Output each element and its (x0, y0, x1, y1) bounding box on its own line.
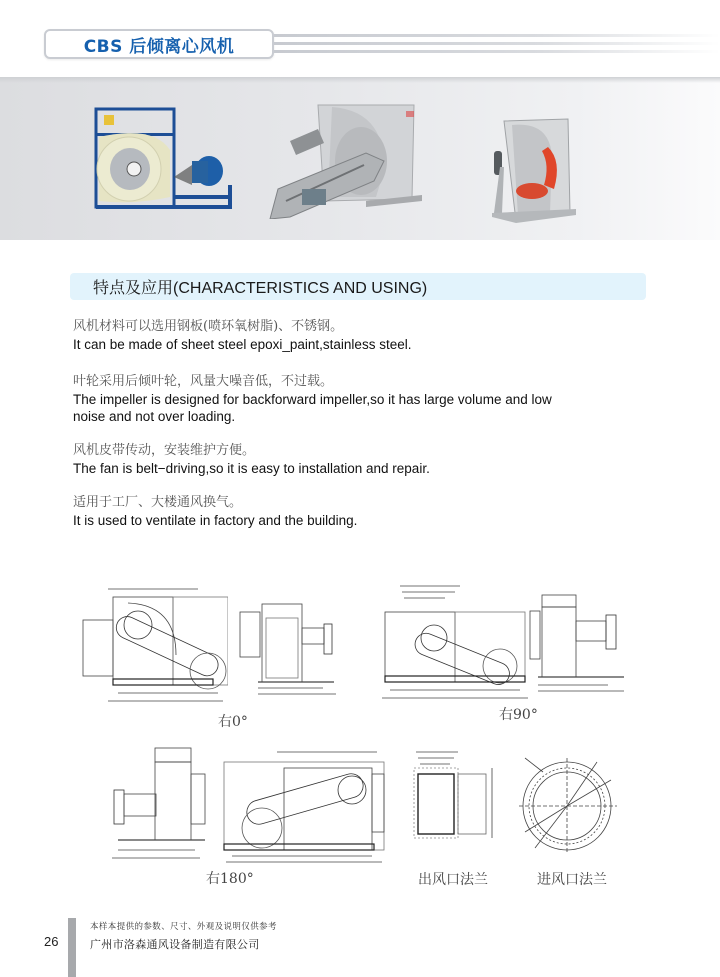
drawing-inlet-flange (515, 752, 620, 857)
drawing-outlet-flange (410, 748, 500, 840)
drawing-right0-side-view (238, 600, 338, 695)
page-number: 26 (44, 934, 59, 949)
caption-right0: 右0° (218, 714, 248, 730)
caption-right90: 右90° (499, 707, 538, 723)
footer-divider-bar (68, 918, 76, 977)
caption-outlet-flange: 出风口法兰 (418, 872, 488, 888)
section-header-characteristics (70, 273, 646, 300)
feature-en: It is used to ventilate in factory and the building. (73, 512, 358, 528)
drawing-right90-side-view (528, 593, 628, 693)
footer-disclaimer: 本样本提供的参数、尺寸、外观及说明仅供参考 (90, 922, 277, 932)
page-title: CBS 后倾离心风机 (83, 36, 235, 57)
fan-photo-galvanized-red-impeller (490, 117, 580, 225)
feature-belt-drive (73, 442, 653, 477)
product-photo-band (0, 77, 720, 240)
drawing-right180-side-view (110, 746, 210, 861)
drawing-right180-front-view (222, 750, 387, 865)
feature-zh: 适用于工厂、大楼通风换气。 (73, 495, 243, 510)
feature-impeller (73, 373, 653, 426)
section-title: 特点及应用(CHARACTERISTICS AND USING) (93, 280, 428, 297)
page-title-tab (44, 29, 274, 59)
feature-application (73, 494, 653, 529)
drawing-right90-front-view (380, 582, 530, 702)
fan-photo-stainless-belt-drive (266, 101, 426, 219)
feature-zh: 叶轮采用后倾叶轮，风量大噪音低，不过载。 (73, 374, 334, 389)
feature-zh: 风机皮带传动，安装维护方便。 (73, 443, 256, 458)
feature-en: The fan is belt−driving,so it is easy to installation and repair. (73, 460, 430, 476)
caption-right180: 右180° (206, 871, 254, 887)
footer-company-name: 广州市洛森通风设备制造有限公司 (90, 938, 260, 951)
feature-en: The impeller is designed for backforward impeller,so it has large volume and low (73, 391, 552, 407)
title-decor-lines (274, 33, 720, 55)
feature-en: noise and not over loading. (73, 409, 236, 424)
caption-inlet-flange: 进风口法兰 (537, 872, 607, 888)
drawing-right0-front-view (78, 585, 228, 705)
feature-material (73, 318, 653, 353)
feature-en: It can be made of sheet steel epoxi_paint,stainless steel. (73, 336, 412, 352)
fan-photo-frp-blue-frame (94, 105, 234, 215)
feature-zh: 风机材料可以选用钢板(喷环氧树脂)、不锈钢。 (73, 319, 344, 334)
